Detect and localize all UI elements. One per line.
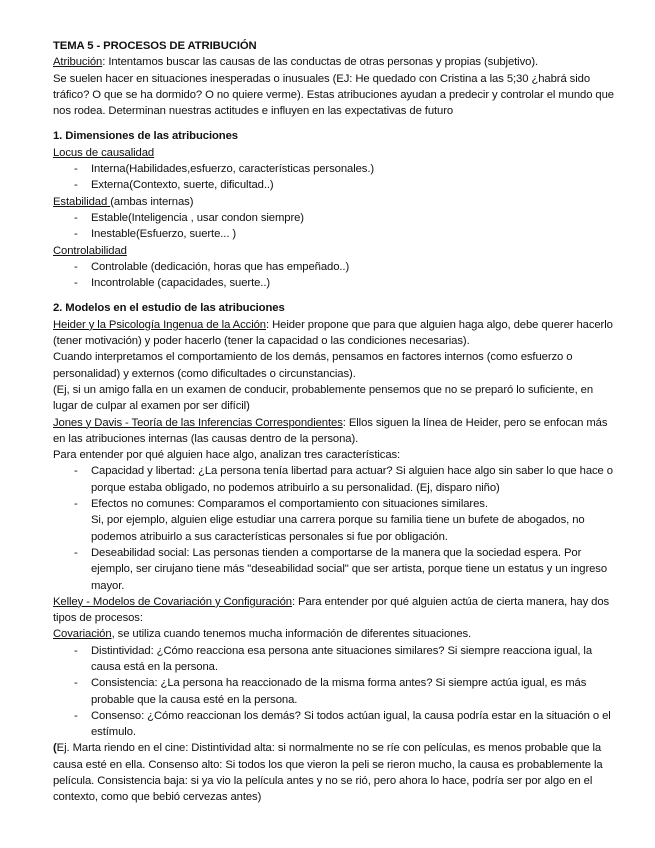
list-item: - Deseabilidad social: Las personas tienden a comportarse de la manera que la sociedad espera. Por ejemplo, ser cirujano tiene más "deseabilidad social" que ser artista, porque tiene un estatus y un ingreso mayor. [53, 545, 619, 594]
stability-note: (ambas internas) [110, 195, 194, 208]
document-title: TEMA 5 - PROCESOS DE ATRIBUCIÓN [53, 40, 257, 52]
heider-example: (Ej, si un amigo falla en un examen de conducir, probablemente pensemos que no se preparó lo suficiente, en lugar de culpar al examen por ser difícil) [53, 383, 594, 413]
term-atribucion: Atribución [53, 56, 103, 69]
covariacion-label: Covariación [53, 628, 112, 641]
covariacion-paragraph: Covariación, se utiliza cuando tenemos mucha información de diferentes situaciones. [53, 628, 472, 641]
section-2-heading: 2. Modelos en el estudio de las atribuciones [53, 302, 285, 315]
heider-label: Heider y la Psicología Ingenua de la Acción [53, 318, 266, 331]
list-item: - Incontrolable (capacidades, suerte..) [53, 275, 619, 291]
jones-intro: Para entender por qué alguien hace algo, analizan tres características: [53, 449, 401, 462]
list-item: - Capacidad y libertad: ¿La persona tenía libertad para actuar? Si alguien hace algo sin saber lo que hace o porque estaba obligado, no podemos atribuirlo a su personalidad. (Ej, disparo niño) [53, 463, 619, 496]
stability-label: Estabilidad [53, 195, 111, 208]
control-label: Controlabilidad [53, 244, 127, 257]
list-item: - Externa(Contexto, suerte, dificultad..) [53, 177, 619, 193]
intro-definition: Atribución: Intentamos buscar las causas de las conductas de otras personas y propias (subjetivo). [53, 56, 539, 69]
heider-paragraph: Heider y la Psicología Ingenua de la Acción: Heider propone que para que alguien haga algo, debe querer hacerlo (tener motivación) y poder hacerlo (tener la capacidad o las condiciones necesarias). [53, 318, 613, 348]
list-item: - Inestable(Esfuerzo, suerte... ) [53, 226, 619, 242]
kelley-paragraph: Kelley - Modelos de Covariación y Configuración: Para entender por qué alguien actúa de cierta manera, hay dos tipos de procesos: [53, 595, 610, 625]
list-item-extra: Si, por ejemplo, alguien elige estudiar una carrera porque su familia tiene un bufete de abogados, no podemos atribuirlo a sus características personales si fue por obligación. [91, 514, 585, 543]
control-list [53, 259, 619, 292]
locus-list [53, 161, 619, 194]
locus-label: Locus de causalidad [53, 146, 155, 159]
list-item: - Consenso: ¿Cómo reaccionan los demás? Si todos actúan igual, la causa podría estar en la situación o el estímulo. [53, 708, 619, 741]
kelley-example: (Ej. Marta riendo en el cine: Distintividad alta: si normalmente no se ríe con películas, es menos probable que la causa esté en ella. Consenso alto: Si todos los que vieron la peli se rieron mucho, la causa es probablemente la película. Consistencia baja: si ya vio la película antes y no se rió, pero ahora lo hace, podría ser por algo en el contexto, como que bebió cervezas antes) [53, 742, 603, 804]
stability-list [53, 210, 619, 243]
kelley-label: Kelley - Modelos de Covariación y Configuración [53, 595, 292, 608]
stability-line [53, 194, 619, 210]
list-item: - Interna(Habilidades,esfuerzo, características personales.) [53, 161, 619, 177]
jones-paragraph: Jones y Davis - Teoría de las Inferencias Correspondientes: Ellos siguen la línea de Heider, pero se enfocan más en las atribuciones internas (las causas dentro de la persona). [53, 416, 608, 445]
list-item: - Distintividad: ¿Cómo reacciona esa persona ante situaciones similares? Si siempre reacciona igual, la causa está en la persona. [53, 643, 619, 676]
jones-label: Jones y Davis - Teoría de las Inferencias Correspondientes [53, 416, 343, 429]
list-item: - Efectos no comunes: Comparamos el comportamiento con situaciones similares. Si, por ejemplo, alguien elige estudiar una carrera porque su familia tiene un bufete de abogados, no podemos atribuirlo a sus características personales si fue por obligación. [53, 496, 619, 545]
section-1-heading: 1. Dimensiones de las atribuciones [53, 130, 238, 143]
jones-list [53, 463, 619, 593]
kelley-list [53, 643, 619, 741]
list-item: - Consistencia: ¿La persona ha reaccionado de la misma forma antes? Si siempre actúa igual, es más probable que la causa esté en la persona. [53, 675, 619, 708]
intro-paragraph: Se suelen hacer en situaciones inesperadas o inusuales (EJ: He quedado con Cristina a las 5;30 ¿habrá sido tráfico? O que se ha dormido? O no quiere verme). Estas atribuciones ayudan a predecir y controlar el mundo que nos rodea. Determinan nuestras actitudes e influyen en las expectativas de futuro [53, 72, 614, 118]
heider-paragraph-2: Cuando interpretamos el comportamiento de los demás, pensamos en factores internos (como esfuerzo o personalidad) y externos (como dificultades o circunstancias). [53, 351, 573, 380]
list-item: - Controlable (dedicación, horas que has empeñado..) [53, 259, 619, 275]
list-item: - Estable(Inteligencia , usar condon siempre) [53, 210, 619, 226]
